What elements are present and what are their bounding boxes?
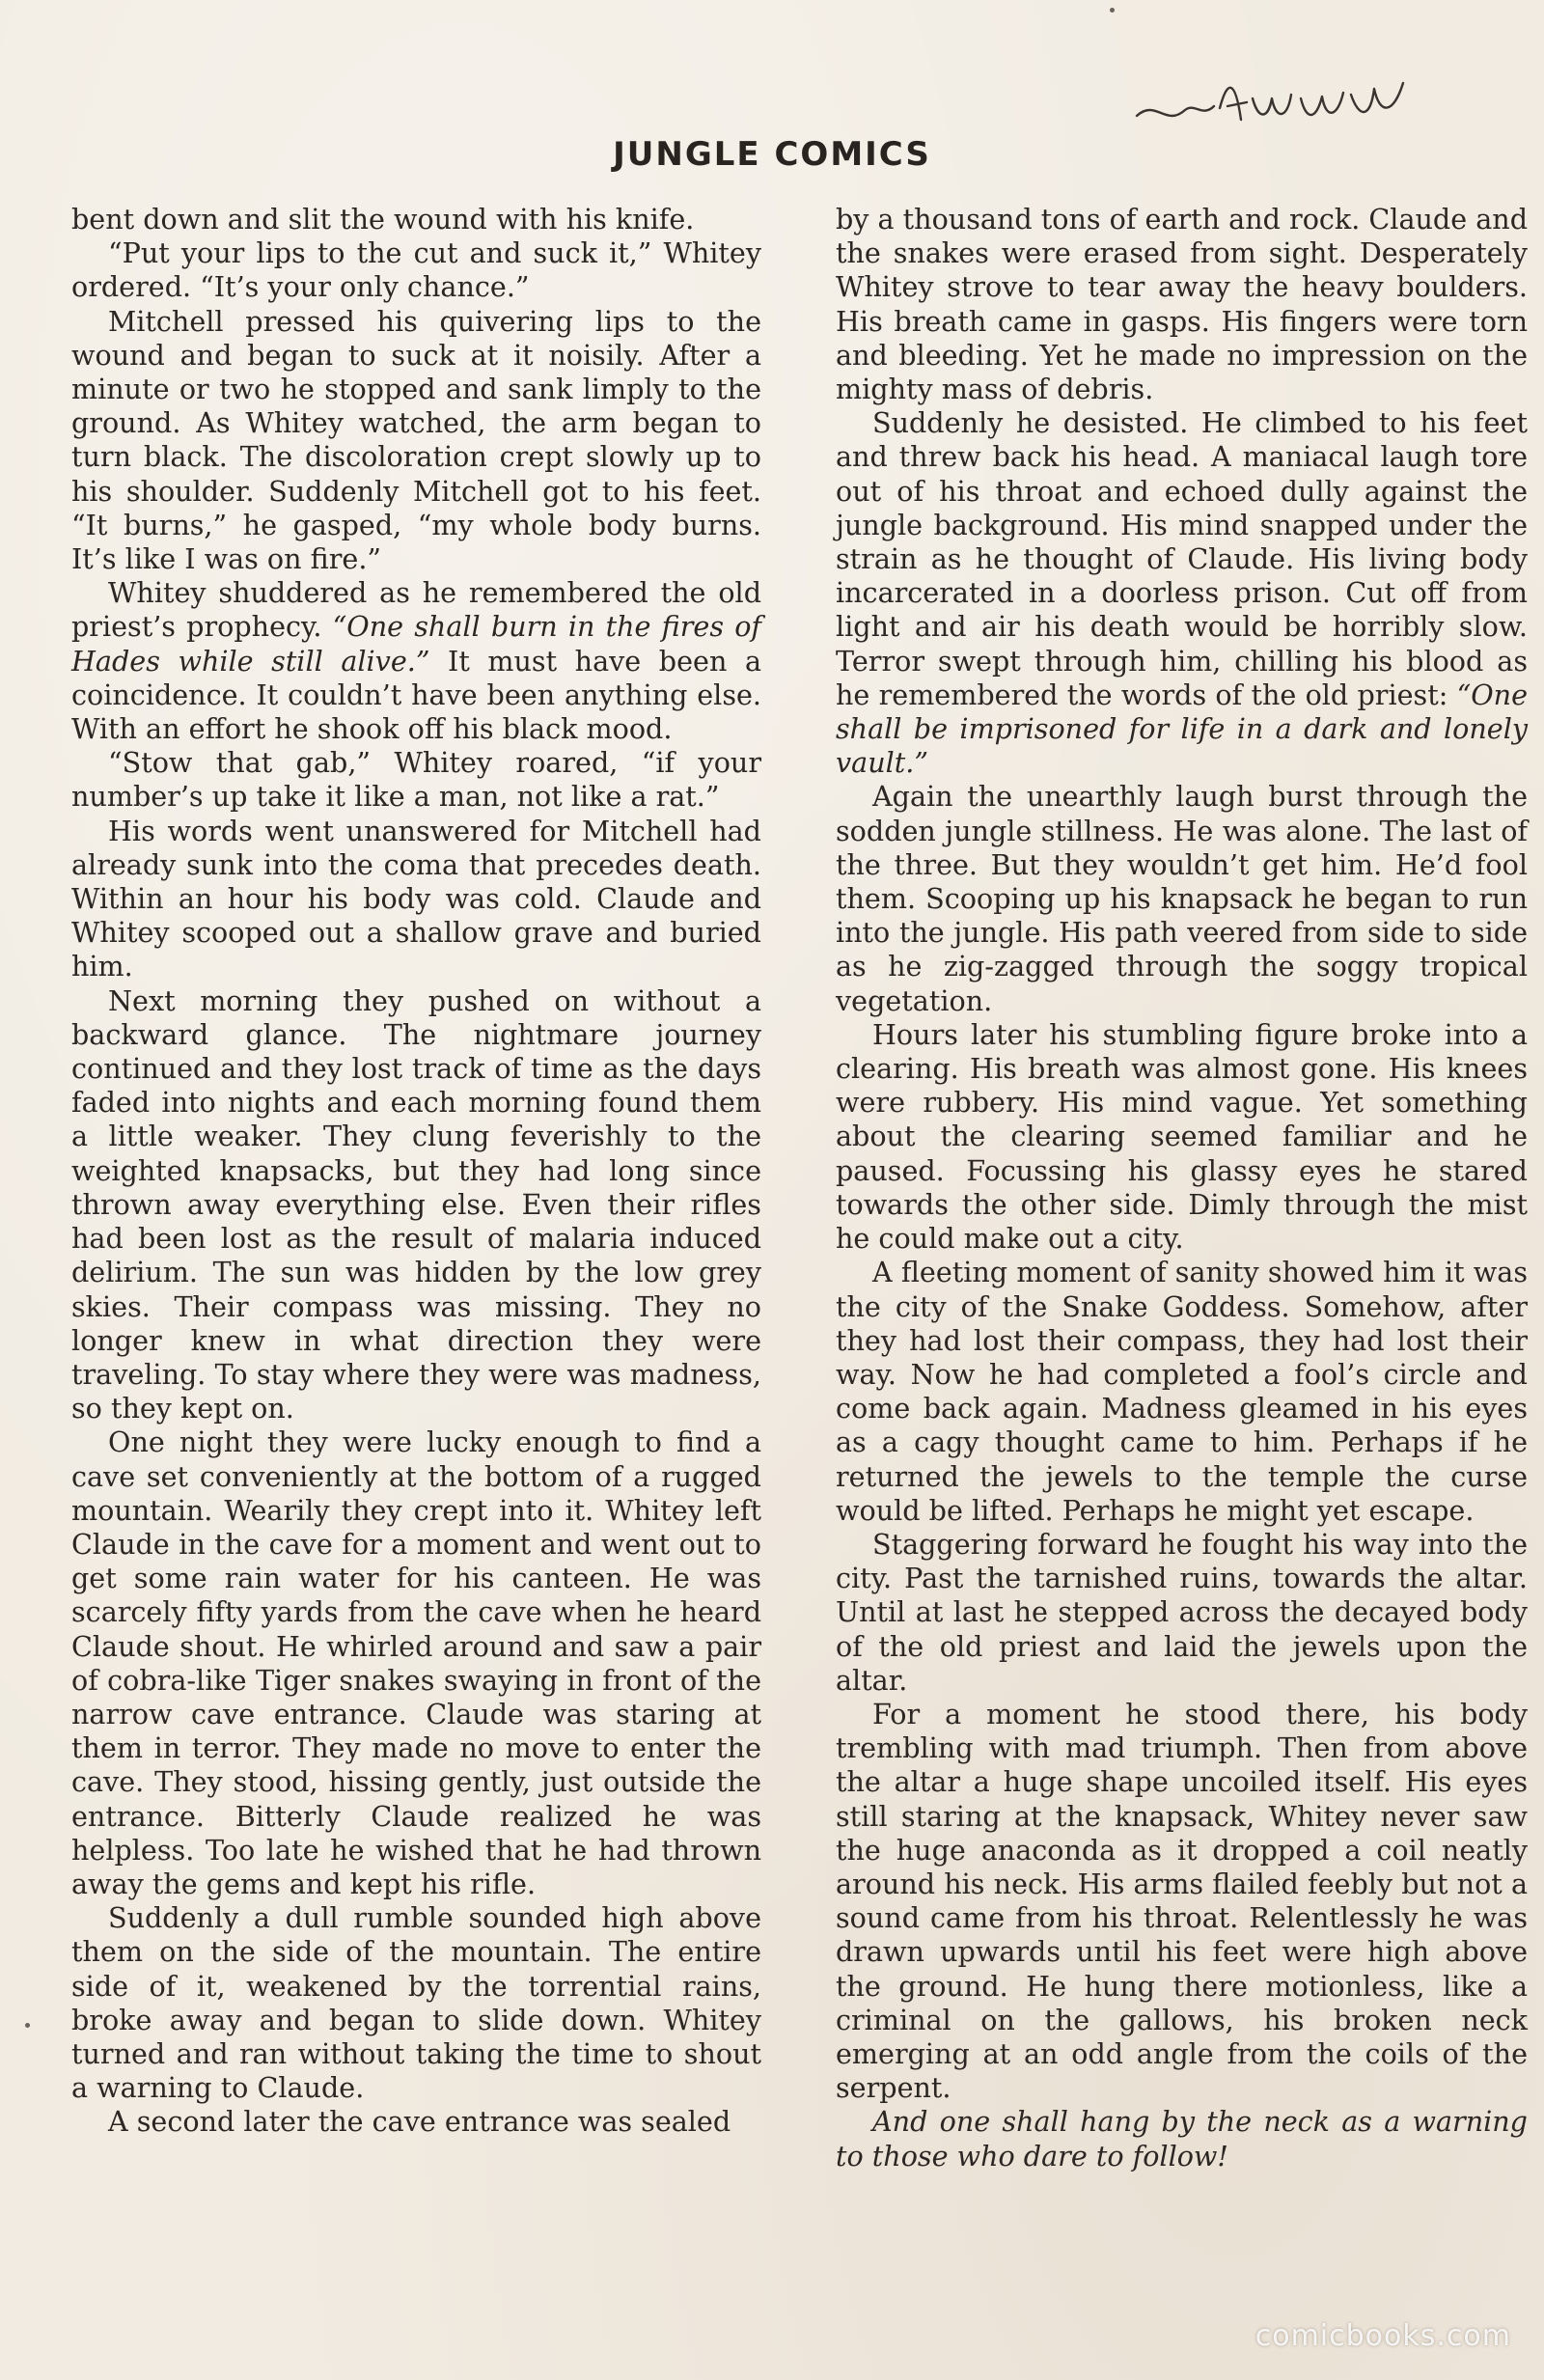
prophecy-quote: “One shall burn in the fires of Hades while still alive.” — [71, 610, 761, 678]
paragraph: “Put your lips to the cut and suck it,” Whitey ordered. “It’s your only chance.” — [71, 236, 761, 304]
paragraph: His words went unanswered for Mitchell had already sunk into the coma that precedes death. Within an hour his body was cold. Claude and Whitey scooped out a shallow grave and buried him. — [71, 814, 761, 983]
paragraph: Again the unearthly laugh burst through the sodden jungle stillness. He was alone. The last of the three. But they wouldn’t get him. He’d fool them. Scooping up his knapsack he began to run into the jungle. His path veered from side to side as he zig-zagged through the soggy tropical vegetation. — [836, 780, 1528, 1017]
paragraph: A fleeting moment of sanity showed him it was the city of the Snake Goddess. Somehow, after they had lost their compass, they had lost their way. Now he had completed a fool’s circle and come back again. Madness gleamed in his eyes as a cagy thought came to him. Perhaps if he returned the jewels to the temple the curse would be lifted. Perhaps he might yet escape. — [836, 1256, 1528, 1527]
paragraph: For a moment he stood there, his body trembling with mad triumph. Then from above the altar a huge shape uncoiled itself. His eyes still staring at the knapsack, Whitey never saw the huge anaconda as it dropped a coil neatly around his neck. His arms flailed feebly but not a sound came from his throat. Relentlessly he was drawn upwards until his feet were high above the ground. He hung there motionless, like a criminal on the gallows, his broken neck emerging at an odd angle from the coils of the serpent. — [836, 1697, 1528, 2105]
paragraph: Mitchell pressed his quivering lips to the wound and began to suck at it noisily. After a minute or two he stopped and sank limply to the ground. As Whitey watched, the arm began to turn black. The discoloration crept slowly up to his shoulder. Suddenly Mitchell got to his feet. “It burns,” he gasped, “my whole body burns. It’s like I was on fire.” — [71, 304, 761, 576]
paper-speck — [1110, 8, 1115, 13]
handwritten-signature — [1127, 60, 1446, 147]
right-column — [836, 203, 1528, 2173]
paragraph: Next morning they pushed on without a backward glance. The nightmare journey continued and they lost track of time as the days faded into nights and each morning found them a little weaker. They clung feverishly to the weighted knapsacks, but they had long since thrown away everything else. Even their rifles had been lost as the result of malaria induced delirium. The sun was hidden by the low grey skies. Their compass was missing. They no longer knew in what direction they were traveling. To stay where they were was madness, so they kept on. — [71, 983, 761, 1425]
paragraph: One night they were lucky enough to find a cave set conveniently at the bottom of a rugged mountain. Wearily they crept into it. Whitey left Claude in the cave for a moment and went out to get some rain water for his canteen. He was scarcely fifty yards from the cave when he heard Claude shout. He whirled around and saw a pair of cobra-like Tiger snakes swaying in front of the narrow cave entrance. Claude was staring at them in terror. They made no move to enter the cave. They stood, hissing gently, just outside the entrance. Bitterly Claude realized he was helpless. Too late he wished that he had thrown away the gems and kept his rifle. — [71, 1425, 761, 1900]
paragraph: Hours later his stumbling figure broke into a clearing. His breath was almost gone. His knees were rubbery. His mind vague. Yet something about the clearing seemed familiar and he paused. Focussing his glassy eyes he stared towards the other side. Dimly through the mist he could make out a city. — [836, 1017, 1528, 1256]
paragraph: Suddenly a dull rumble sounded high above them on the side of the mountain. The entire side of it, weakened by the torrential rains, broke away and began to slide down. Whitey turned and ran without taking the time to shout a warning to Claude. — [71, 1901, 761, 2105]
prophecy-quote: “One shall be imprisoned for life in a dark and lonely vault.” — [836, 678, 1528, 780]
paragraph-text: It must have been a coincidence. It couldn’t have been anything else. With an effort he shook off his black mood. — [71, 644, 761, 746]
closing-line: And one shall hang by the neck as a warning to those who dare to follow! — [836, 2105, 1528, 2172]
paper-speck — [25, 2023, 30, 2028]
paragraph: by a thousand tons of earth and rock. Claude and the snakes were erased from sight. Desperately Whitey strove to tear away the heavy boulders. His breath came in gasps. His fingers were torn and bleeding. Yet he made no impression on the mighty mass of debris. — [836, 203, 1528, 406]
left-column — [71, 203, 761, 2140]
page-header: JUNGLE COMICS — [613, 135, 931, 174]
paragraph: bent down and slit the wound with his knife. — [71, 203, 695, 235]
paragraph: “Stow that gab,” Whitey roared, “if your number’s up take it like a man, not like a rat.” — [71, 746, 761, 814]
paragraph — [836, 406, 1528, 780]
paragraph — [71, 576, 761, 746]
paragraph: A second later the cave entrance was sealed — [108, 2105, 731, 2139]
paragraph: Staggering forward he fought his way into the city. Past the tarnished ruins, towards the altar. Until at last he stepped across the decayed body of the old priest and laid the jewels upon the altar. — [836, 1527, 1528, 1697]
paragraph-text: Suddenly he desisted. He climbed to his feet and threw back his head. A maniacal laugh tore out of his throat and echoed dully against the jungle background. His mind snapped under the strain as he thought of Claude. His living body incarcerated in a doorless prison. Cut off from light and air his death would be horribly slow. Terror swept through him, chilling his blood as he remembered the words of the old priest: — [836, 406, 1528, 711]
site-watermark: comicbooks.com — [1254, 2319, 1511, 2353]
paragraph-text: Whitey shuddered as he remembered the old priest’s prophecy. — [71, 576, 761, 644]
